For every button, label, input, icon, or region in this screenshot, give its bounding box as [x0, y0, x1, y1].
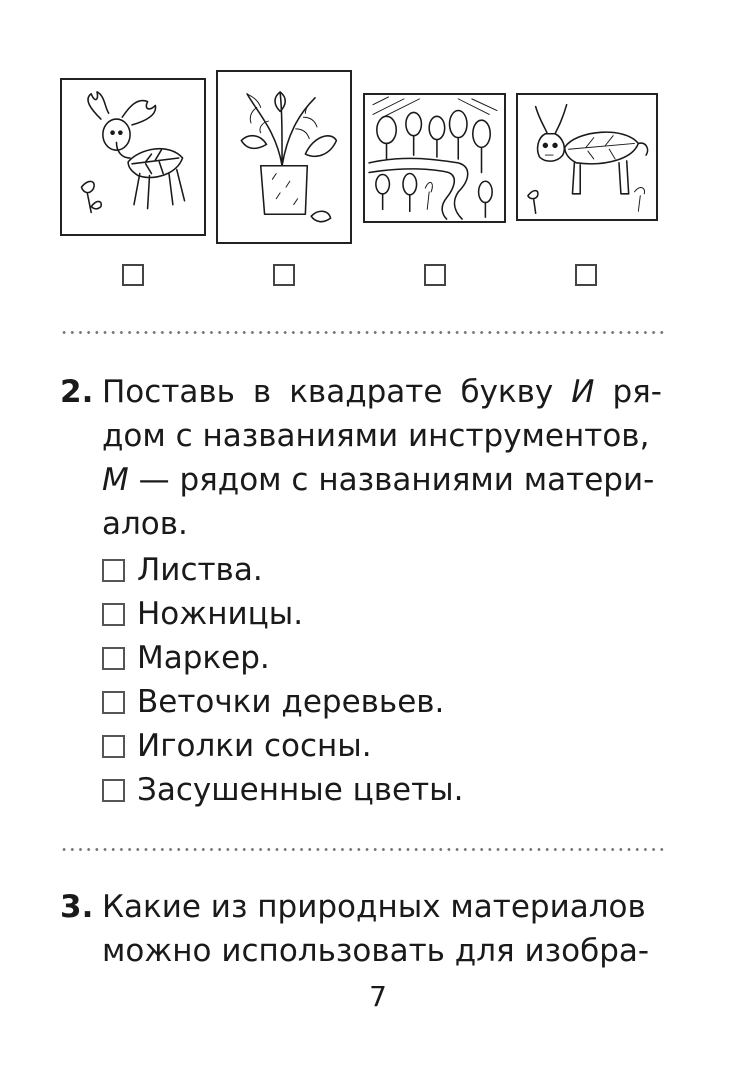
- picture-checkbox-1[interactable]: [122, 264, 144, 286]
- leaf-deer-applique-icon: [62, 80, 204, 234]
- picture-forest: [363, 93, 506, 223]
- option-label: Иголки сосны.: [137, 728, 372, 764]
- option-leaves: [102, 548, 263, 592]
- option-label: Листва.: [137, 552, 263, 588]
- answer-checkbox[interactable]: [102, 779, 125, 802]
- divider-dotted: [60, 848, 664, 851]
- divider-dotted: [60, 331, 664, 334]
- leaf-bouquet-vase-icon: [218, 72, 350, 242]
- answer-checkbox[interactable]: [102, 647, 125, 670]
- option-label: Маркер.: [137, 640, 270, 676]
- option-dried-flowers: [102, 768, 463, 812]
- picture-bouquet: [216, 70, 352, 244]
- leaf-donkey-applique-icon: [518, 95, 656, 219]
- picture-deer: [60, 78, 206, 236]
- answer-checkbox[interactable]: [102, 735, 125, 758]
- option-label: Ножницы.: [137, 596, 304, 632]
- picture-donkey: [516, 93, 658, 221]
- picture-checkbox-2[interactable]: [273, 264, 295, 286]
- picture-checkbox-3[interactable]: [424, 264, 446, 286]
- picture-checkbox-4[interactable]: [575, 264, 597, 286]
- option-label: Веточки деревьев.: [137, 684, 445, 720]
- question-2-number: 2.: [60, 374, 94, 410]
- answer-checkbox[interactable]: [102, 603, 125, 626]
- page-number: 7: [369, 980, 387, 1013]
- question-2-line-4: алов.: [102, 506, 188, 542]
- question-3-line-2: можно использовать для изобра-: [102, 933, 650, 969]
- option-pine-needles: [102, 724, 372, 768]
- question-2-line-3: М — рядом с названиями матери-: [102, 462, 655, 498]
- option-twigs: [102, 680, 444, 724]
- question-2-line-1: Поставь в квадрате букву И ря-: [102, 374, 662, 410]
- option-label: Засушенные цветы.: [137, 772, 464, 808]
- answer-checkbox[interactable]: [102, 691, 125, 714]
- option-marker: [102, 636, 270, 680]
- question-3-number: 3.: [60, 889, 94, 925]
- option-scissors: [102, 592, 303, 636]
- leaf-forest-path-icon: [365, 95, 504, 221]
- question-3-line-1: Какие из природных материалов: [102, 889, 646, 925]
- answer-checkbox[interactable]: [102, 559, 125, 582]
- question-2-line-2: дом с названиями инструментов,: [102, 418, 650, 454]
